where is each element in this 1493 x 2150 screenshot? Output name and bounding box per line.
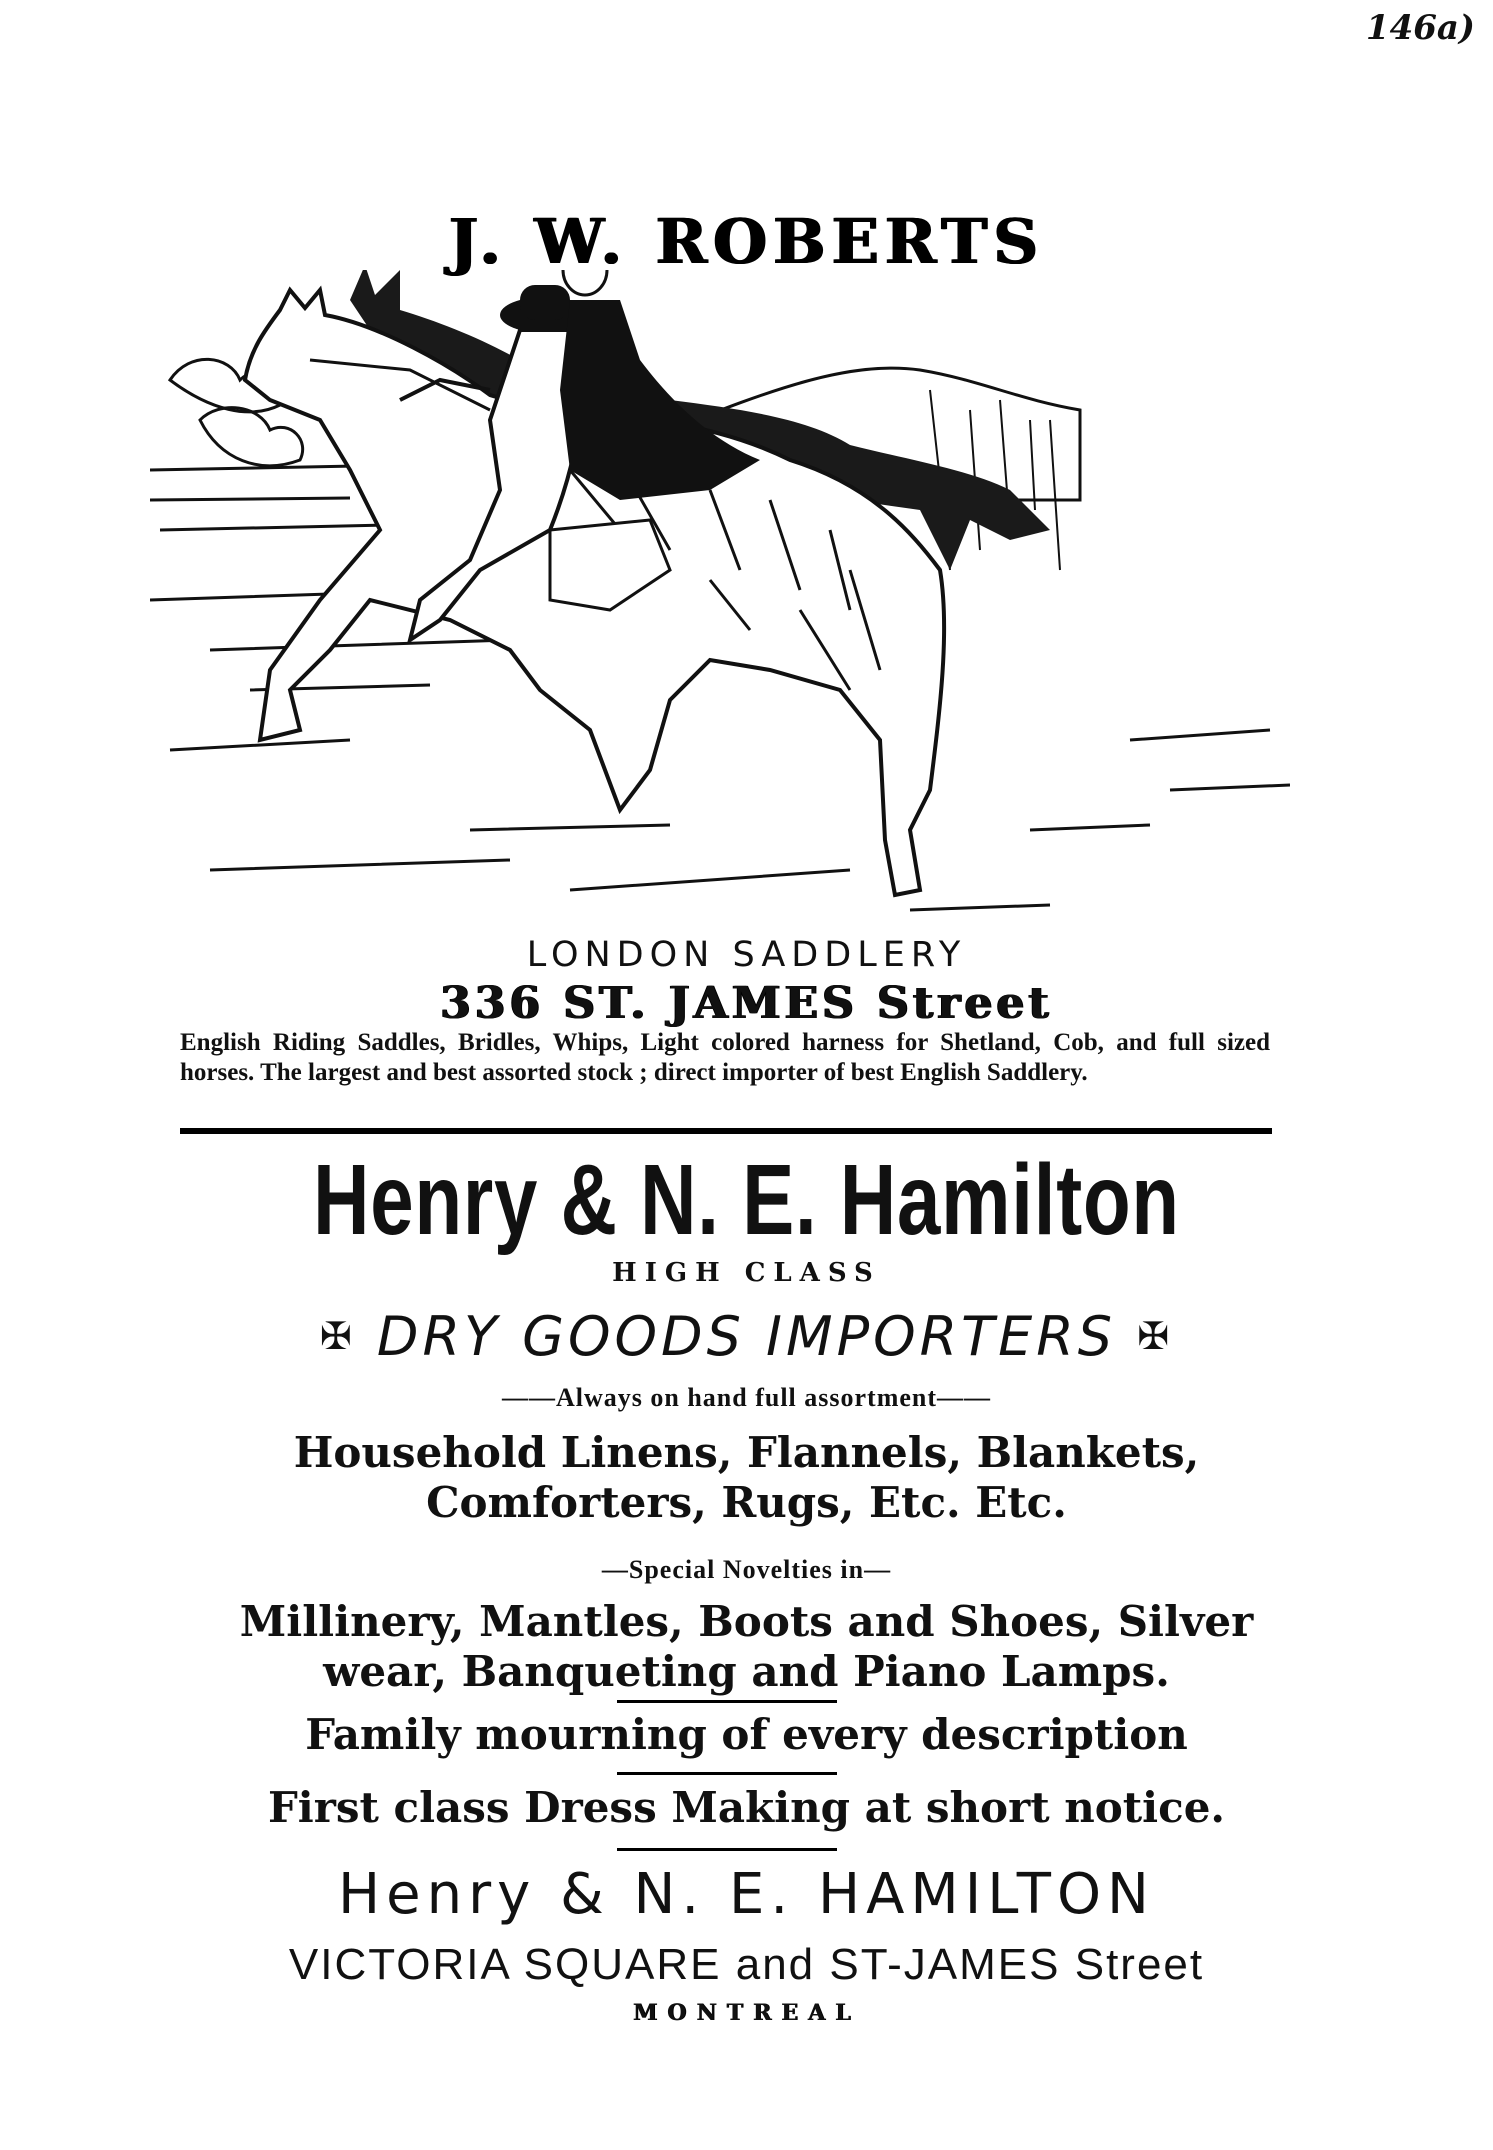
short-divider	[617, 1772, 837, 1775]
ornament-right-icon: ✠	[1137, 1314, 1174, 1358]
hamilton-title: Henry & N. E. Hamilton	[313, 1144, 1180, 1256]
saddlery-description: English Riding Saddles, Bridles, Whips, Light colored harness for Shetland, Cob, and full sized horses. The largest and best assorted stock ; direct importer of best English Saddlery.	[180, 1029, 1270, 1086]
section-divider	[180, 1128, 1272, 1134]
always-on-hand-line: ——Always on hand full assortment——	[501, 1383, 992, 1412]
dressmaking-line: First class Dress Making at short notice.	[267, 1783, 1226, 1832]
horse-riders-engraving	[150, 270, 1290, 930]
millinery-block	[0, 1597, 1493, 1697]
saddlery-heading: LONDON SADDLERY	[526, 935, 967, 975]
short-divider	[617, 1848, 837, 1851]
hamilton-location: VICTORIA SQUARE and ST-JAMES Street	[288, 1940, 1205, 1989]
ornament-left-icon: ✠	[319, 1314, 356, 1358]
linens-line-1: Household Linens, Flannels, Blankets,	[293, 1428, 1200, 1477]
short-divider	[617, 1700, 837, 1703]
dry-goods-heading	[0, 1305, 1493, 1368]
page-number-mark: 146a)	[1365, 8, 1475, 48]
linens-line-2: Comforters, Rugs, Etc. Etc.	[426, 1478, 1067, 1527]
city-label: MONTREAL	[632, 2000, 861, 2026]
roberts-address: 336 ST. JAMES Street	[440, 978, 1053, 1029]
roberts-title: J. W. ROBERTS	[448, 205, 1045, 278]
dry-goods-text: DRY GOODS IMPORTERS	[376, 1305, 1117, 1368]
special-novelties-line: —Special Novelties in—	[601, 1555, 892, 1584]
linens-block	[0, 1428, 1493, 1528]
millinery-line-2: wear, Banqueting and Piano Lamps.	[323, 1647, 1170, 1696]
mourning-line: Family mourning of every description	[305, 1710, 1188, 1759]
high-class-label: HIGH CLASS	[612, 1258, 881, 1288]
hamilton-signature: Henry & N. E. HAMILTON	[338, 1862, 1155, 1927]
millinery-line-1: Millinery, Mantles, Boots and Shoes, Silver	[239, 1597, 1254, 1646]
